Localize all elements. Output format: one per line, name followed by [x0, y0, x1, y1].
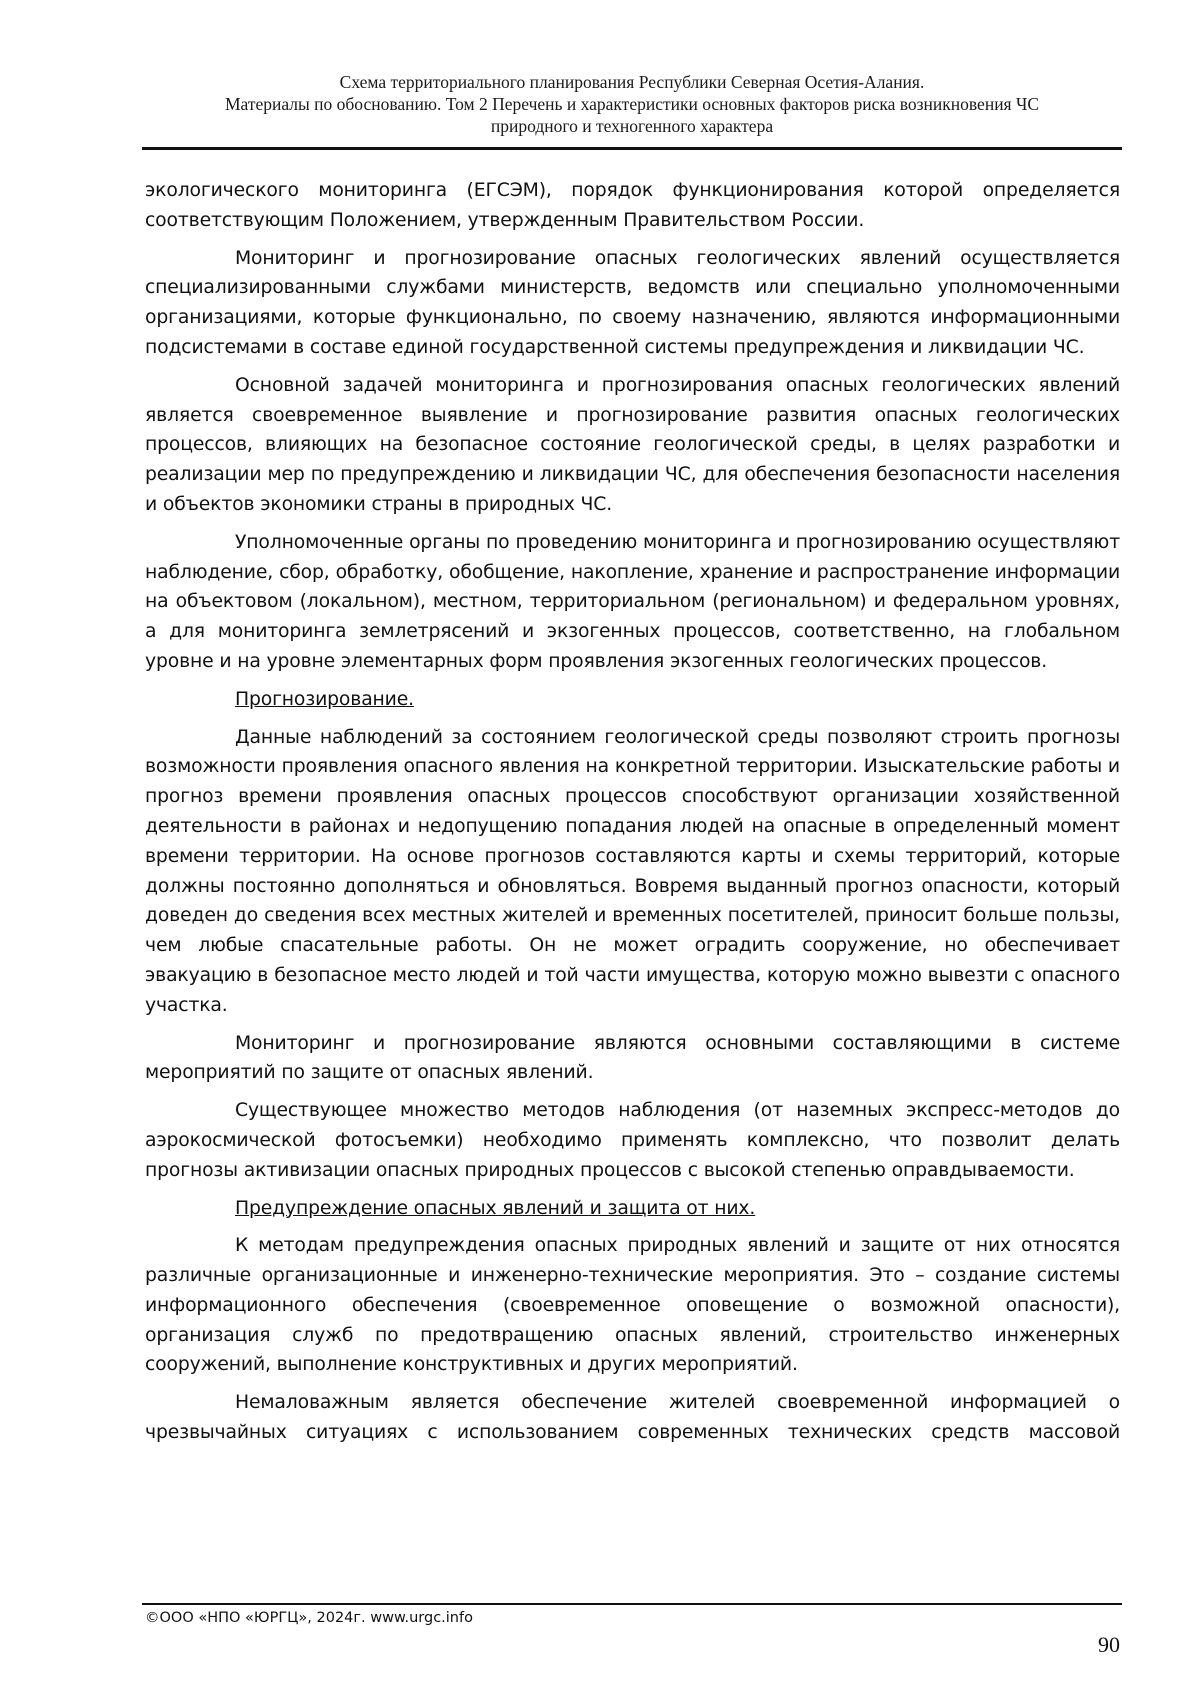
- section-heading-prevention: Предупреждение опасных явлений и защита от них.: [235, 1197, 756, 1219]
- footer-copyright: ©ООО «НПО «ЮРГЦ», 2024г. www.urgc.info: [145, 1610, 473, 1626]
- paragraph-main-task: Основной задачей мониторинга и прогнозирования опасных геологических явлений является своевременное выявление и прогнозирование развития опасных геологических процессов, влияющих на безопасное состояние геологической среды, в целях разработки и реализации мер по предупреждению и ликвидации ЧС, для обеспечения безопасности населения и объектов экономики страны в природных ЧС.: [145, 374, 1120, 515]
- header-line-3: природного и техногенного характера: [490, 116, 774, 136]
- document-body: [145, 176, 1120, 1456]
- page-number: 90: [1098, 1632, 1120, 1657]
- paragraph-authorized-bodies: Уполномоченные органы по проведению мониторинга и прогнозированию осуществляют наблюдение, сбор, обработку, обобщение, накопление, хранение и распространение информации на объектовом (локальном), местном, территориальном (региональном) и федеральном уровнях, а для мониторинга землетрясений и экзогенных процессов, соответственно, на глобальном уровне и на уровне элементарных форм проявления экзогенных геологических процессов.: [145, 531, 1120, 672]
- header-line-1: Схема территориального планирования Республики Северная Осетия-Алания.: [339, 72, 925, 92]
- paragraph-observation-data: Данные наблюдений за состоянием геологической среды позволяют строить прогнозы возможности проявления опасного явления на конкретной территории. Изыскательские работы и прогноз времени проявления опасных процессов способствуют организации хозяйственной деятельности в районах и недопущению попадания людей на опасные в определенный момент времени территории. На основе прогнозов составляются карты и схемы территорий, которые должны постоянно дополняться и обновляться. Вовремя выданный прогноз опасности, который доведен до сведения всех местных жителей и временных посетителей, приносит больше пользы, чем любые спасательные работы. Он не может оградить сооружение, но обеспечивает эвакуацию в безопасное место людей и той части имущества, которую можно вывезти с опасного участка.: [145, 726, 1120, 1016]
- running-header: [142, 71, 1122, 137]
- section-heading-forecasting: Прогнозирование.: [235, 688, 414, 710]
- paragraph-monitoring-services: Мониторинг и прогнозирование опасных геологических явлений осуществляется специализированными службами министерств, ведомств или специально уполномоченными организациями, которые функционально, по своему назначению, являются информационными подсистемами в составе единой государственной системы предупреждения и ликвидации ЧС.: [145, 247, 1120, 358]
- paragraph-public-information: Немаловажным является обеспечение жителей своевременной информацией о чрезвычайных ситуациях с использованием современных технических средств массовой: [145, 1392, 1120, 1444]
- header-line-2: Материалы по обоснованию. Том 2 Перечень и характеристики основных факторов риска возникновения ЧС: [224, 94, 1040, 114]
- header-divider: [142, 147, 1122, 150]
- paragraph-monitoring-components: Мониторинг и прогнозирование являются основными составляющими в системе мероприятий по защите от опасных явлений.: [145, 1032, 1120, 1084]
- footer-divider: [142, 1603, 1122, 1605]
- paragraph-prevention-methods: К методам предупреждения опасных природных явлений и защите от них относятся различные организационные и инженерно-технические мероприятия. Это – создание системы информационного обеспечения (своевременное оповещение о возможной опасности), организация служб по предотвращению опасных явлений, строительство инженерных сооружений, выполнение конструктивных и других мероприятий.: [145, 1235, 1120, 1376]
- paragraph-continuation: экологического мониторинга (ЕГСЭМ), порядок функционирования которой определяется соответствующим Положением, утвержденным Правительством России.: [145, 180, 1120, 231]
- paragraph-observation-methods: Существующее множество методов наблюдения (от наземных экспресс-методов до аэрокосмической фотосъемки) необходимо применять комплексно, что позволит делать прогнозы активизации опасных природных процессов с высокой степенью оправдываемости.: [145, 1100, 1120, 1181]
